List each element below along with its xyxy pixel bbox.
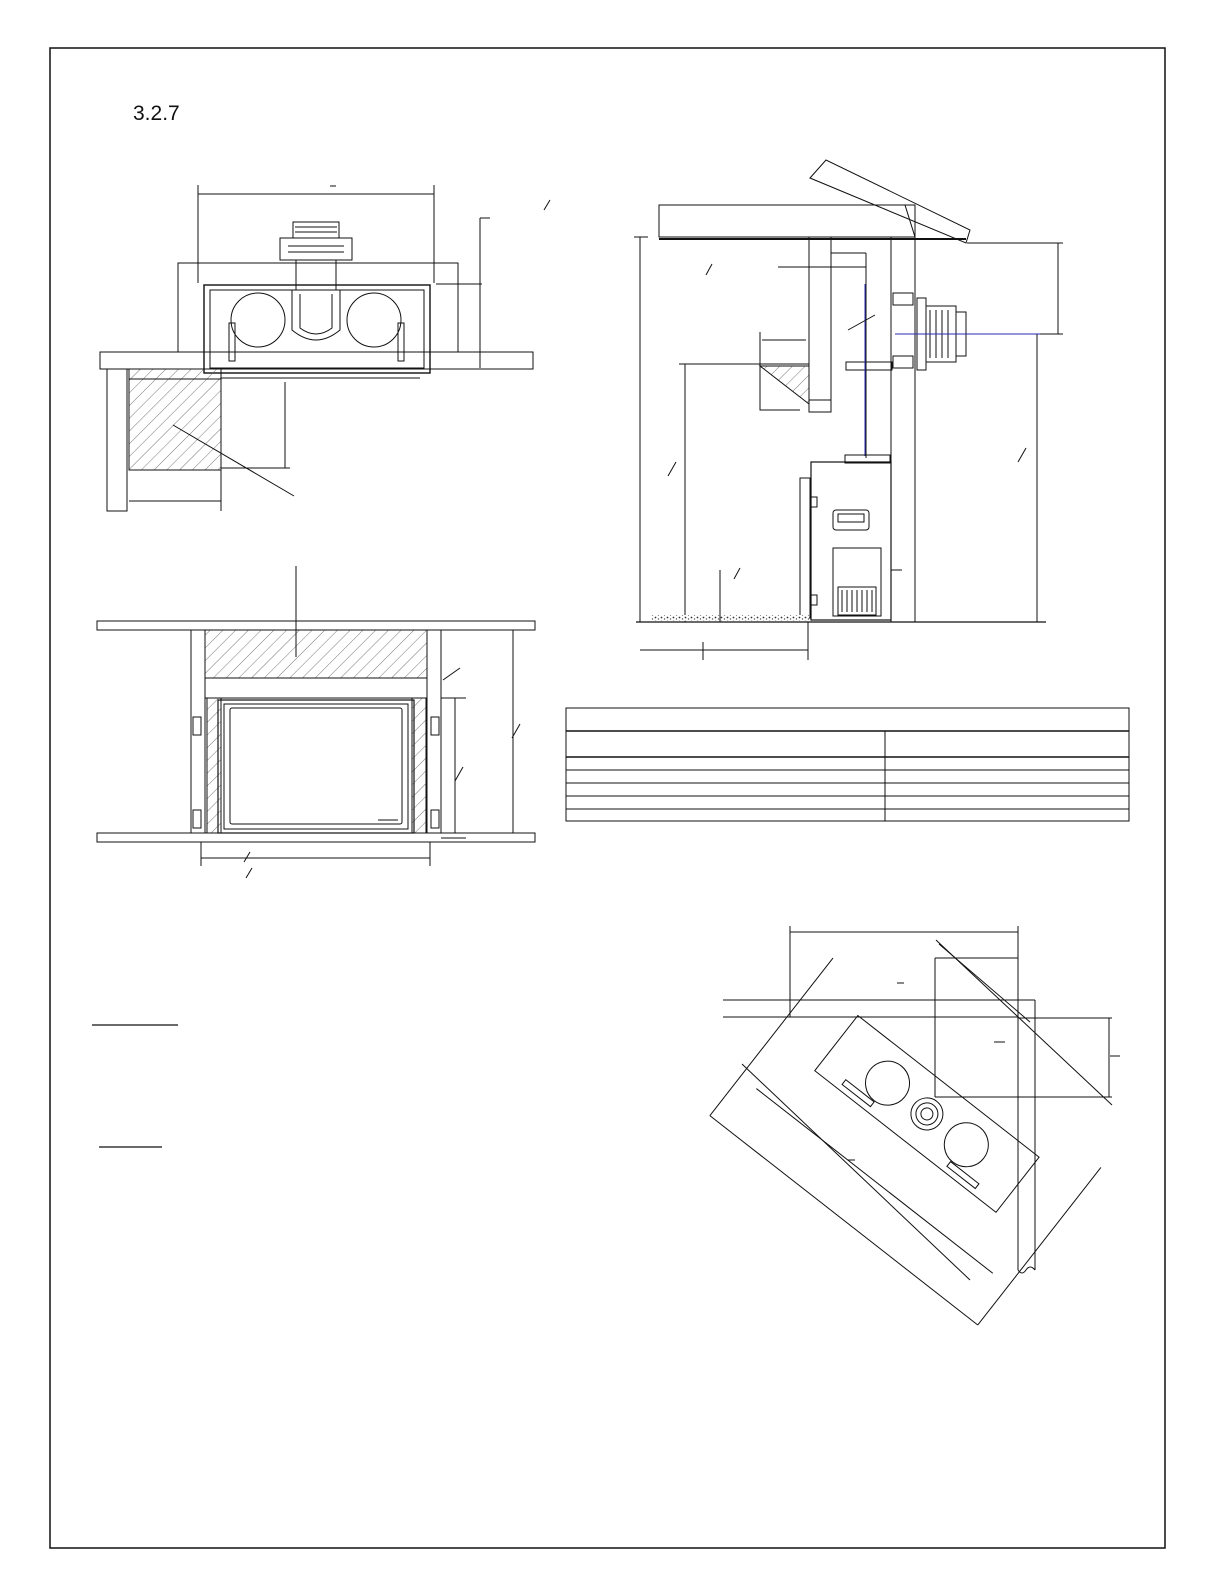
side-section-view (634, 160, 1063, 660)
section-number: 3.2.7 (133, 102, 180, 125)
top-plan-view (100, 185, 550, 511)
notes-area (92, 1025, 178, 1147)
corner-plan-view (710, 926, 1120, 1325)
clearance-table (566, 708, 1129, 821)
front-elevation-view (97, 566, 535, 878)
